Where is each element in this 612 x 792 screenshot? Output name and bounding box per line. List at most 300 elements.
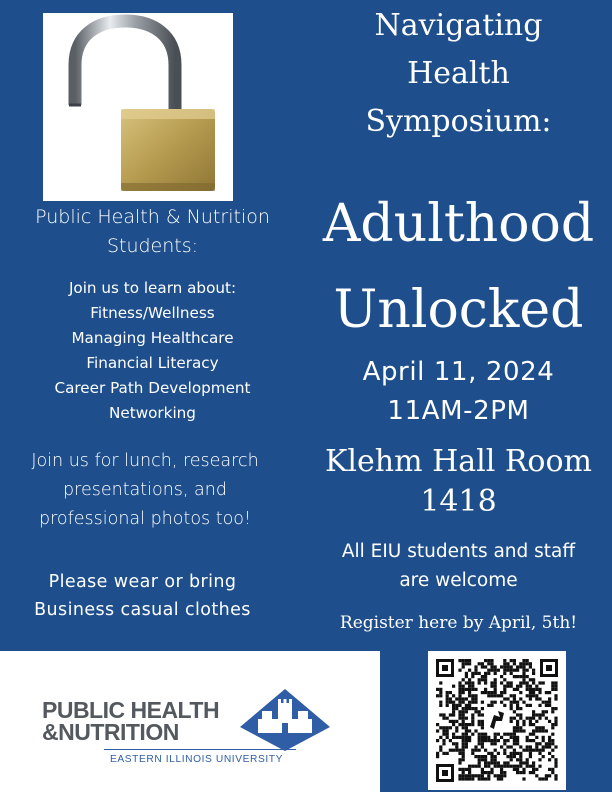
- qr-module: [526, 685, 529, 688]
- qr-module: [462, 717, 465, 720]
- qr-module: [538, 752, 541, 755]
- qr-module: [442, 733, 445, 736]
- qr-module: [506, 681, 509, 684]
- qr-module: [554, 777, 557, 780]
- qr-module: [465, 704, 468, 707]
- qr-module: [462, 774, 465, 777]
- qr-module: [481, 736, 484, 739]
- qr-module: [446, 726, 449, 729]
- qr-module: [455, 742, 458, 745]
- qr-module: [436, 729, 439, 732]
- qr-module: [506, 662, 509, 665]
- qr-module: [484, 665, 487, 668]
- qr-module: [487, 739, 490, 742]
- qr-module: [481, 675, 484, 678]
- qr-module: [503, 691, 506, 694]
- qr-module: [503, 749, 506, 752]
- qr-module: [494, 761, 497, 764]
- qr-module: [510, 701, 513, 704]
- qr-module: [510, 752, 513, 755]
- qr-module: [439, 745, 442, 748]
- qr-module: [545, 710, 548, 713]
- qr-module: [516, 768, 519, 771]
- qr-module: [548, 739, 551, 742]
- qr-module: [506, 697, 509, 700]
- qr-module: [535, 736, 538, 739]
- qr-module: [500, 665, 503, 668]
- qr-module: [535, 694, 538, 697]
- qr-module: [538, 704, 541, 707]
- qr-module: [516, 765, 519, 768]
- qr-module: [526, 681, 529, 684]
- qr-module: [506, 733, 509, 736]
- qr-module: [526, 745, 529, 748]
- qr-module: [548, 768, 551, 771]
- qr-module: [481, 665, 484, 668]
- qr-module: [465, 742, 468, 745]
- qr-module: [522, 659, 525, 662]
- qr-module: [503, 704, 506, 707]
- qr-module: [522, 761, 525, 764]
- qr-module: [474, 688, 477, 691]
- qr-module: [449, 726, 452, 729]
- qr-module: [538, 681, 541, 684]
- qr-module: [481, 726, 484, 729]
- qr-module: [522, 662, 525, 665]
- qr-module: [449, 739, 452, 742]
- welcome-text: [305, 537, 612, 595]
- qr-module: [529, 697, 532, 700]
- qr-module: [490, 742, 493, 745]
- qr-module: [487, 771, 490, 774]
- qr-module: [516, 688, 519, 691]
- qr-module: [494, 739, 497, 742]
- qr-module: [442, 742, 445, 745]
- qr-module: [468, 669, 471, 672]
- event-time: 11AM-2PM: [387, 396, 530, 426]
- qr-module: [481, 771, 484, 774]
- qr-module: [478, 777, 481, 780]
- qr-module: [510, 659, 513, 662]
- qr-module: [478, 736, 481, 739]
- qr-module: [484, 771, 487, 774]
- qr-module: [526, 739, 529, 742]
- qr-module: [458, 691, 461, 694]
- qr-module: [516, 736, 519, 739]
- qr-module: [468, 662, 471, 665]
- qr-module: [548, 736, 551, 739]
- qr-module: [526, 765, 529, 768]
- qr-module: [548, 704, 551, 707]
- qr-module: [468, 723, 471, 726]
- qr-module: [481, 755, 484, 758]
- qr-module: [532, 713, 535, 716]
- qr-module: [554, 761, 557, 764]
- qr-module: [458, 694, 461, 697]
- qr-module: [436, 752, 439, 755]
- qr-module: [478, 765, 481, 768]
- qr-module: [452, 742, 455, 745]
- qr-module: [442, 717, 445, 720]
- qr-module: [458, 749, 461, 752]
- qr-module: [510, 765, 513, 768]
- lock-image-panel: [43, 13, 233, 201]
- qr-module: [471, 713, 474, 716]
- qr-module: [458, 768, 461, 771]
- qr-module: [535, 726, 538, 729]
- qr-module: [471, 701, 474, 704]
- qr-module: [478, 774, 481, 777]
- qr-module: [532, 694, 535, 697]
- qr-module: [529, 694, 532, 697]
- qr-module: [500, 691, 503, 694]
- qr-module: [458, 701, 461, 704]
- qr-module: [529, 752, 532, 755]
- qr-module: [510, 681, 513, 684]
- qr-module: [516, 742, 519, 745]
- qr-module: [490, 755, 493, 758]
- qr-module: [500, 774, 503, 777]
- qr-module: [452, 704, 455, 707]
- qr-module: [474, 701, 477, 704]
- logo-panel: [0, 651, 380, 792]
- qr-module: [458, 704, 461, 707]
- qr-module: [510, 694, 513, 697]
- qr-module: [455, 736, 458, 739]
- qr-module: [516, 758, 519, 761]
- qr-module: [503, 665, 506, 668]
- qr-module: [529, 749, 532, 752]
- qr-module: [513, 736, 516, 739]
- qr-module: [519, 726, 522, 729]
- qr-module: [462, 749, 465, 752]
- qr-module: [551, 739, 554, 742]
- qr-module: [519, 685, 522, 688]
- qr-module: [465, 681, 468, 684]
- qr-module: [532, 768, 535, 771]
- qr-module: [538, 726, 541, 729]
- qr-module: [526, 758, 529, 761]
- qr-module: [490, 704, 493, 707]
- qr-module: [516, 675, 519, 678]
- qr-module: [526, 669, 529, 672]
- qr-module: [462, 665, 465, 668]
- qr-module: [503, 774, 506, 777]
- qr-module: [513, 765, 516, 768]
- qr-module: [510, 717, 513, 720]
- qr-module: [487, 669, 490, 672]
- qr-module: [516, 739, 519, 742]
- qr-module: [455, 697, 458, 700]
- qr-module: [458, 685, 461, 688]
- qr-module: [481, 691, 484, 694]
- qr-module: [455, 745, 458, 748]
- qr-module: [522, 678, 525, 681]
- qr-module: [503, 688, 506, 691]
- qr-module: [439, 694, 442, 697]
- qr-module: [542, 777, 545, 780]
- qr-module: [449, 749, 452, 752]
- qr-module: [494, 742, 497, 745]
- qr-module: [529, 765, 532, 768]
- qr-module: [462, 701, 465, 704]
- qr-module: [532, 765, 535, 768]
- qr-module: [548, 720, 551, 723]
- qr-module: [529, 662, 532, 665]
- qr-module: [516, 707, 519, 710]
- qr-module: [465, 723, 468, 726]
- qr-module: [462, 758, 465, 761]
- qr-module: [542, 701, 545, 704]
- qr-module: [481, 733, 484, 736]
- lunch-line: presentations, and: [63, 480, 227, 500]
- qr-module: [522, 720, 525, 723]
- qr-module: [481, 701, 484, 704]
- qr-module: [484, 688, 487, 691]
- qr-module: [494, 733, 497, 736]
- qr-module: [535, 720, 538, 723]
- qr-module: [468, 704, 471, 707]
- qr-module: [494, 758, 497, 761]
- qr-module: [538, 691, 541, 694]
- qr-module: [551, 742, 554, 745]
- qr-module: [484, 739, 487, 742]
- qr-code-panel[interactable]: [428, 651, 566, 790]
- dress-code-line: Business casual clothes: [34, 600, 251, 620]
- qr-module: [545, 691, 548, 694]
- qr-module: [468, 768, 471, 771]
- topic-item: Career Path Development: [54, 379, 251, 397]
- qr-module: [542, 710, 545, 713]
- qr-module: [465, 736, 468, 739]
- qr-module: [474, 765, 477, 768]
- qr-module: [465, 745, 468, 748]
- qr-module: [522, 675, 525, 678]
- qr-module: [484, 758, 487, 761]
- qr-module: [503, 672, 506, 675]
- qr-module: [551, 749, 554, 752]
- qr-module: [535, 688, 538, 691]
- qr-module: [484, 736, 487, 739]
- qr-module: [500, 675, 503, 678]
- qr-module: [535, 713, 538, 716]
- qr-module: [449, 691, 452, 694]
- qr-module: [522, 723, 525, 726]
- qr-module: [522, 701, 525, 704]
- qr-module: [494, 774, 497, 777]
- qr-module: [506, 745, 509, 748]
- qr-module: [522, 729, 525, 732]
- qr-module: [458, 681, 461, 684]
- qr-module: [484, 755, 487, 758]
- qr-module: [452, 710, 455, 713]
- qr-module: [458, 774, 461, 777]
- qr-module: [516, 701, 519, 704]
- qr-module: [478, 761, 481, 764]
- audience-heading: [0, 203, 305, 261]
- qr-module: [516, 704, 519, 707]
- qr-module: [468, 774, 471, 777]
- qr-module: [510, 755, 513, 758]
- qr-module: [551, 707, 554, 710]
- qr-module: [458, 723, 461, 726]
- qr-module: [484, 761, 487, 764]
- qr-module: [503, 659, 506, 662]
- qr-module: [526, 761, 529, 764]
- qr-module: [439, 691, 442, 694]
- qr-module: [497, 761, 500, 764]
- register-text: Register here by April, 5th!: [339, 613, 578, 633]
- qr-module: [484, 675, 487, 678]
- qr-module: [468, 771, 471, 774]
- qr-module: [529, 723, 532, 726]
- qr-module: [484, 691, 487, 694]
- qr-module: [538, 717, 541, 720]
- qr-module: [481, 758, 484, 761]
- qr-module: [452, 733, 455, 736]
- learn-list: [0, 276, 305, 426]
- qr-module: [484, 678, 487, 681]
- topic-item: Managing Healthcare: [71, 329, 234, 347]
- qr-module: [513, 669, 516, 672]
- qr-module: [535, 768, 538, 771]
- qr-module: [497, 752, 500, 755]
- qr-module: [513, 701, 516, 704]
- qr-module: [462, 678, 465, 681]
- qr-module: [481, 777, 484, 780]
- qr-module: [513, 662, 516, 665]
- qr-module: [452, 723, 455, 726]
- qr-module: [510, 758, 513, 761]
- qr-module: [462, 752, 465, 755]
- event-datetime: [305, 353, 612, 431]
- qr-module: [442, 729, 445, 732]
- qr-module: [503, 739, 506, 742]
- qr-module: [481, 742, 484, 745]
- qr-module: [522, 749, 525, 752]
- qr-module: [538, 749, 541, 752]
- qr-module: [510, 704, 513, 707]
- qr-module: [478, 678, 481, 681]
- qr-module: [519, 697, 522, 700]
- qr-module: [481, 713, 484, 716]
- qr-module: [484, 765, 487, 768]
- event-title-line: Navigating: [374, 8, 543, 43]
- qr-module: [462, 688, 465, 691]
- qr-module: [519, 771, 522, 774]
- qr-module: [519, 729, 522, 732]
- qr-module: [465, 672, 468, 675]
- qr-module: [494, 755, 497, 758]
- qr-module: [462, 768, 465, 771]
- qr-module: [462, 739, 465, 742]
- qr-module: [481, 678, 484, 681]
- event-location: [305, 442, 612, 522]
- qr-module: [490, 752, 493, 755]
- qr-module: [548, 758, 551, 761]
- qr-module: [468, 736, 471, 739]
- qr-module: [513, 688, 516, 691]
- qr-module: [503, 733, 506, 736]
- qr-module: [494, 685, 497, 688]
- qr-module: [442, 739, 445, 742]
- qr-module: [490, 758, 493, 761]
- qr-code-icon[interactable]: [428, 651, 566, 790]
- qr-module: [542, 681, 545, 684]
- qr-module: [535, 749, 538, 752]
- qr-module: [465, 777, 468, 780]
- qr-module: [458, 736, 461, 739]
- qr-module: [471, 717, 474, 720]
- qr-module: [519, 755, 522, 758]
- qr-module: [487, 761, 490, 764]
- qr-module: [538, 713, 541, 716]
- qr-module: [462, 697, 465, 700]
- qr-module: [497, 739, 500, 742]
- qr-module: [471, 697, 474, 700]
- qr-module: [545, 729, 548, 732]
- qr-module: [474, 755, 477, 758]
- dress-code-text: [0, 568, 285, 624]
- qr-module: [446, 736, 449, 739]
- qr-module: [471, 694, 474, 697]
- audience-heading-line: Students:: [106, 235, 199, 257]
- qr-module: [458, 713, 461, 716]
- qr-module: [545, 777, 548, 780]
- qr-module: [529, 678, 532, 681]
- qr-module: [532, 729, 535, 732]
- qr-module: [513, 749, 516, 752]
- qr-module: [494, 688, 497, 691]
- qr-module: [436, 688, 439, 691]
- qr-module: [484, 777, 487, 780]
- qr-module: [510, 685, 513, 688]
- qr-module: [471, 688, 474, 691]
- qr-module: [535, 774, 538, 777]
- qr-module: [510, 672, 513, 675]
- learn-intro: Join us to learn about:: [68, 279, 237, 297]
- qr-module: [446, 704, 449, 707]
- qr-module: [439, 688, 442, 691]
- qr-module: [554, 717, 557, 720]
- qr-module: [484, 672, 487, 675]
- qr-module: [519, 752, 522, 755]
- qr-module: [455, 707, 458, 710]
- qr-module: [522, 771, 525, 774]
- qr-module: [462, 720, 465, 723]
- qr-module: [522, 681, 525, 684]
- qr-module: [513, 659, 516, 662]
- qr-module: [478, 662, 481, 665]
- qr-module: [462, 710, 465, 713]
- qr-module: [551, 771, 554, 774]
- qr-module: [474, 697, 477, 700]
- event-location-line: Klehm Hall Room: [325, 444, 592, 479]
- qr-module: [465, 739, 468, 742]
- qr-module: [542, 713, 545, 716]
- qr-module: [526, 694, 529, 697]
- qr-module: [510, 720, 513, 723]
- qr-module: [529, 720, 532, 723]
- qr-module: [465, 659, 468, 662]
- qr-module: [478, 749, 481, 752]
- qr-module: [522, 669, 525, 672]
- qr-module: [465, 688, 468, 691]
- qr-module: [513, 710, 516, 713]
- qr-module: [532, 771, 535, 774]
- logo-text-line: PUBLIC HEALTH: [42, 697, 220, 723]
- qr-module: [497, 733, 500, 736]
